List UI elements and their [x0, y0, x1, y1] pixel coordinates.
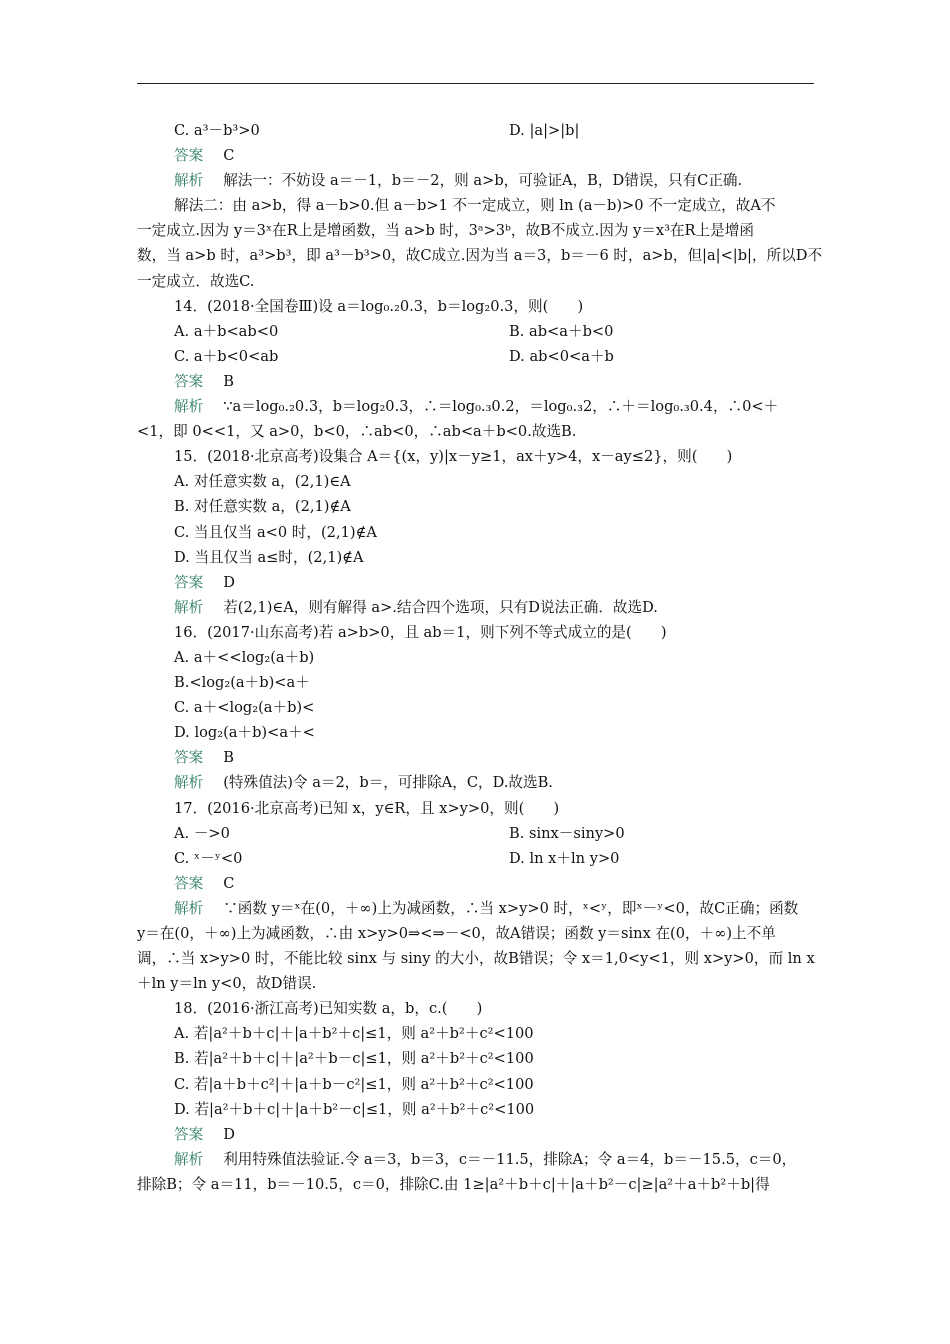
text-line: ＋ln y＝ln y<0，故D错误.	[137, 975, 317, 993]
text-line: C. 当且仅当 a<0 时，(2,1)∉A	[174, 523, 377, 541]
explanation-text: ∵a＝log₀.₂0.3，b＝log₂0.3，∴＝log₀.₃0.2，＝log₀.₃2，∴＋＝log₀.₃0.4，∴0<＋	[223, 398, 779, 416]
answer-line	[137, 570, 814, 595]
option-right: B. ab<a＋b<0	[509, 322, 614, 340]
option-row	[137, 319, 814, 344]
option-right: D. ln x＋ln y>0	[509, 849, 620, 867]
answer-line	[137, 1122, 814, 1147]
answer-value: C	[223, 874, 235, 892]
text-line: <1，即 0<<1，又 a>0，b<0，∴ab<0，∴ab<a＋b<0.故选B.	[137, 423, 577, 441]
text-line: 17．(2016·北京高考)已知 x，y∈R，且 x>y>0，则( )	[174, 799, 560, 817]
explanation-label: 解析	[174, 598, 204, 616]
answer-label: 答案	[174, 372, 204, 390]
explanation-line	[137, 1147, 814, 1172]
text-line: 14．(2018·全国卷Ⅲ)设 a＝log₀.₂0.3，b＝log₂0.3，则( )	[174, 297, 584, 315]
explanation-text: (特殊值法)令 a＝2，b＝，可排除A，C，D.故选B.	[223, 774, 553, 792]
explanation-label: 解析	[174, 398, 204, 416]
explanation-text: 利用特殊值法验证.令 a＝3，b＝3，c＝－11.5，排除A；令 a＝4，b＝－15.5，c＝0，	[223, 1150, 797, 1168]
answer-value: D	[223, 573, 235, 591]
text-line: 解法二：由 a>b，得 a－b>0.但 a－b>1 不一定成立，则 ln (a－b)>0 不一定成立，故A不	[174, 197, 776, 215]
text-line: B.<log₂(a＋b)<a＋	[174, 674, 310, 692]
text-line: D. log₂(a＋b)<a＋<	[174, 724, 315, 742]
explanation-label: 解析	[174, 774, 204, 792]
answer-line	[137, 871, 814, 896]
text-line: D. 当且仅当 a≤时，(2,1)∉A	[174, 548, 364, 566]
text-line: D. 若|a²＋b＋c|＋|a＋b²－c|≤1，则 a²＋b²＋c²<100	[174, 1100, 535, 1118]
answer-value: B	[223, 749, 234, 767]
option-right: D. ab<0<a＋b	[509, 347, 614, 365]
explanation-line	[137, 394, 814, 419]
text-line: B. 若|a²＋b＋c|＋|a²＋b－c|≤1，则 a²＋b²＋c²<100	[174, 1050, 534, 1068]
text-line: C. a＋<log₂(a＋b)<	[174, 699, 315, 717]
answer-line	[137, 369, 814, 394]
answer-label: 答案	[174, 573, 204, 591]
answer-value: D	[223, 1125, 235, 1143]
text-line: 15．(2018·北京高考)设集合 A＝{(x，y)|x－y≥1，ax＋y>4，x－ay≤2}，则( )	[174, 448, 733, 466]
explanation-line	[137, 595, 814, 620]
explanation-line	[137, 770, 814, 795]
text-line: 16．(2017·山东高考)若 a>b>0，且 ab＝1，则下列不等式成立的是( )	[174, 623, 667, 641]
explanation-label: 解析	[174, 1150, 204, 1168]
text-line: 18．(2016·浙江高考)已知实数 a，b，c.( )	[174, 1000, 483, 1018]
explanation-text: 解法一：不妨设 a＝－1，b＝－2，则 a>b，可验证A，B，D错误，只有C正确.	[223, 172, 743, 190]
text-line: 调，∴当 x>y>0 时，不能比较 sinx 与 siny 的大小，故B错误；令 x＝1,0<y<1，则 x>y>0，而 ln x	[137, 950, 815, 968]
option-row	[137, 344, 814, 369]
explanation-line	[137, 168, 814, 193]
explanation-line	[137, 896, 814, 921]
answer-value: C	[223, 147, 235, 165]
answer-label: 答案	[174, 874, 204, 892]
document-body	[137, 118, 823, 1197]
option-left: A. a＋b<ab<0	[174, 322, 279, 340]
option-row	[137, 846, 814, 871]
answer-line	[137, 745, 814, 770]
option-left: C. a＋b<0<ab	[174, 347, 279, 365]
answer-value: B	[223, 372, 234, 390]
option-left: C. a³－b³>0	[174, 122, 260, 139]
answer-line	[137, 143, 814, 168]
text-line: 一定成立．故选C.	[137, 272, 255, 290]
text-line: B. 对任意实数 a，(2,1)∉A	[174, 498, 351, 516]
text-line: y＝在(0，＋∞)上为减函数，∴由 x>y>0⇒<⇒－<0，故A错误；函数 y＝sinx 在(0，＋∞)上不单	[137, 925, 776, 942]
text-line: A. 若|a²＋b＋c|＋|a＋b²＋c|≤1，则 a²＋b²＋c²<100	[174, 1025, 534, 1043]
text-line: C. 若|a＋b＋c²|＋|a＋b－c²|≤1，则 a²＋b²＋c²<100	[174, 1075, 534, 1093]
header-rule	[137, 83, 814, 84]
answer-label: 答案	[174, 1125, 204, 1143]
answer-label: 答案	[174, 749, 204, 767]
text-line: A. a＋<<log₂(a＋b)	[174, 648, 315, 666]
explanation-label: 解析	[174, 172, 204, 190]
option-row	[137, 118, 814, 143]
text-line: 数，当 a>b 时，a³>b³，即 a³－b³>0，故C成立.因为当 a＝3，b＝－6 时，a>b，但|a|<|b|，所以D不	[137, 247, 823, 265]
text-line: A. 对任意实数 a，(2,1)∈A	[174, 473, 351, 491]
explanation-text: ∵函数 y＝ˣ在(0，＋∞)上为减函数，∴当 x>y>0 时，ˣ<ʸ，即ˣ－ʸ<0，故C正确；函数	[223, 899, 799, 917]
option-left: C. ˣ－ʸ<0	[174, 849, 243, 867]
option-left: A. －>0	[174, 824, 230, 842]
explanation-label: 解析	[174, 899, 204, 917]
text-line: 一定成立.因为 y＝3ˣ在R上是增函数，当 a>b 时，3ᵃ>3ᵇ，故B不成立.因为 y＝x³在R上是增函	[137, 222, 754, 240]
text-line: 排除B；令 a＝11，b＝－10.5，c＝0，排除C.由 1≥|a²＋b＋c|＋|a＋b²－c|≥|a²＋a＋b²＋b|得	[137, 1175, 770, 1193]
explanation-text: 若(2,1)∈A，则有解得 a>.结合四个选项，只有D说法正确．故选D.	[223, 598, 658, 616]
option-right: D. |a|>|b|	[509, 122, 580, 139]
answer-label: 答案	[174, 147, 204, 165]
option-right: B. sinx－siny>0	[509, 824, 625, 842]
option-row	[137, 821, 814, 846]
